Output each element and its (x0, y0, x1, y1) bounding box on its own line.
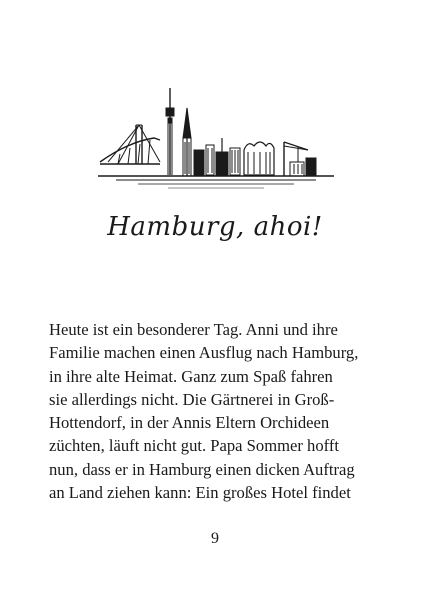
paragraph-line: Heute ist ein besonderer Tag. Anni und ihre (49, 320, 338, 339)
chapter-paragraph (49, 318, 389, 504)
hamburg-skyline-illustration (98, 80, 334, 190)
paragraph-line: in ihre alte Heimat. Ganz zum Spaß fahren (49, 366, 333, 386)
paragraph-line: Familie machen einen Ausflug nach Hamburg, (49, 343, 359, 363)
paragraph-line: sie allerdings nicht. Die Gärtnerei in Groß- (49, 389, 335, 409)
page-number: 9 (211, 530, 219, 547)
paragraph-line: an Land ziehen kann: Ein großes Hotel findet (49, 483, 351, 503)
paragraph-line: Hottendorf, in der Annis Eltern Orchideen (49, 413, 330, 433)
paragraph-line: züchten, läuft nicht gut. Papa Sommer hofft (49, 436, 340, 456)
paragraph-line: nun, dass er in Hamburg einen dicken Auftrag (49, 459, 355, 479)
chapter-title: Hamburg, ahoi! (107, 212, 323, 242)
